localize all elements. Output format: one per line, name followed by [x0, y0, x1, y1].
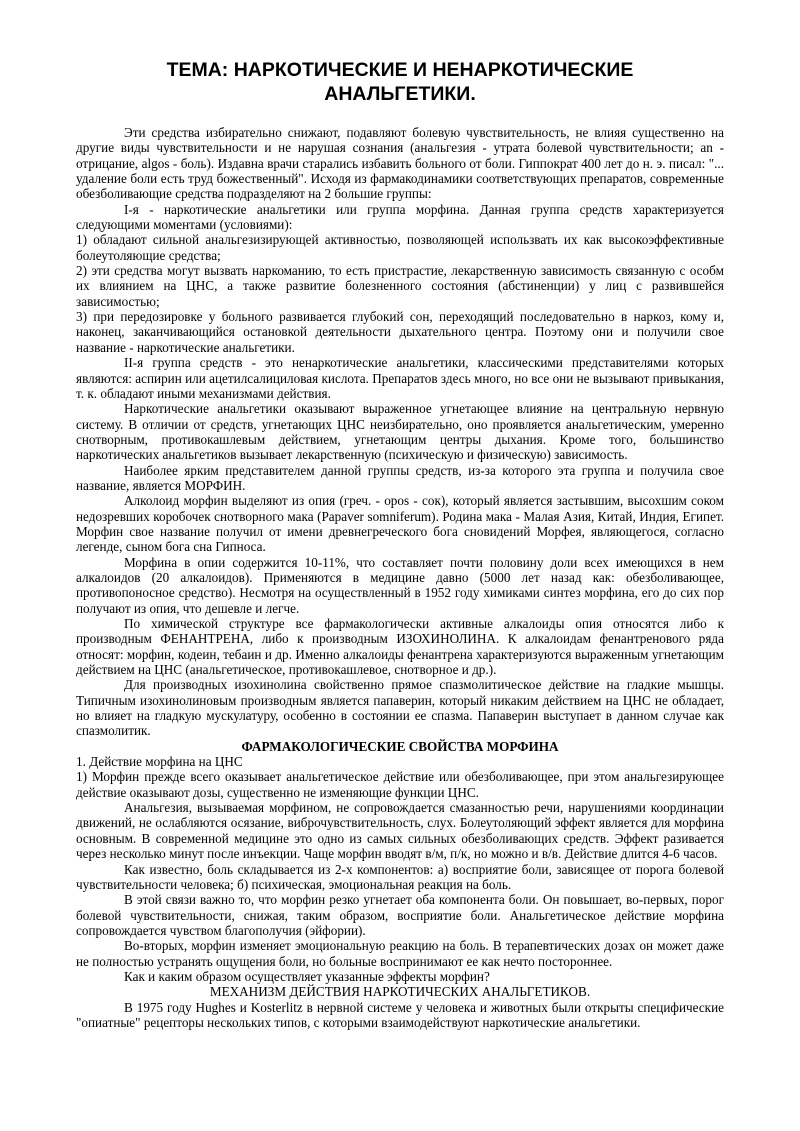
section-heading-pharmacology: ФАРМАКОЛОГИЧЕСКИЕ СВОЙСТВА МОРФИНА — [241, 738, 559, 754]
paragraph-isoquinoline: Для производных изохинолина свойственно прямое спазмолитическое действие на гладкие мышцы. Типичным изохинолиновым производным является папаверин, который никаким действием на ЦНС не обладает, но влияет на гладкую мускулатуру, особенно в состоянии ее спазма. Папаверин выступает в данном случае как спазмолитик. — [76, 677, 724, 739]
title-line-2: АНАЛЬГЕТИКИ. — [324, 83, 476, 105]
paragraph-pain-components: Как известно, боль складывается из 2-х компонентов: а) восприятие боли, зависящее от порога болевой чувствительности человека; б) психическая, эмоциональная реакция на боль. — [76, 861, 724, 892]
list-item-3: 3) при передозировке у больного развивается глубокий сон, переходящий последовательно в наркоз, кому и, наконец, заканчивающийся остановкой деятельности дыхательного центра. Поэтому они и получили свое название - наркотические анальгетики. — [76, 309, 724, 355]
document-body — [76, 125, 724, 1030]
paragraph-group-1: I-я - наркотические анальгетики или группа морфина. Данная группа средств характеризуется следующими моментами (условиями): — [76, 201, 724, 233]
title-line-1: ТЕМА: НАРКОТИЧЕСКИЕ И НЕНАРКОТИЧЕСКИЕ — [166, 59, 634, 81]
paragraph-analgesic-action: 1) Морфин прежде всего оказывает анальгетическое действие или обезболивающее, при этом анальгезирующее действие оказывают дозы, существенно не изменяющие функции ЦНС. — [76, 769, 724, 800]
list-item-1: 1) обладают сильной анальгезизирующей активностью, позволяющей использвать их как высокоэффективные болеутоляющие средства; — [76, 232, 724, 263]
paragraph-intro: Эти средства избирательно снижают, подавляют болевую чувствительность, не влияя существенно на другие виды чувствительности и не нарушая сознания (анальгезия - утрата болевой чувствительности; an - отрицание, algos - боль). Издавна врачи старались избавить больного от боли. Гиппократ 400 лет до н. э. писал: "... удаление боли есть труд божественный". Исходя из фармакодинамики соответствующих препаратов, современные обезболивающие средства подразделяют на 2 большие группы: — [76, 125, 724, 202]
paragraph-opiate-receptors: В 1975 году Hughes и Kosterlitz в нервной системе у человека и животных были открыты специфические "опиатные" рецепторы нескольких типов, с которыми взаимодействуют наркотические анальгетики. — [76, 999, 724, 1030]
paragraph-analgesia: Анальгезия, вызываемая морфином, не сопровождается смазанностью речи, нарушениями координации движений, не ослабляются осязание, виброчувствительность, слух. Болеутоляющий эффект является для морфина основным. В современной медицине это одно из самых сильных обезболивающих средств. Эффект разивается через несколько минут после инъекции. Чаще морфин вводят в/м, п/к, но можно и в/в. Действие длится 4-6 часов. — [76, 800, 724, 862]
paragraph-opium-source: Алколоид морфин выделяют из опия (греч. - opos - сок), который является застывшим, высохшим соком недозревших коробочек снотворного мака (Papaver somniferum). Родина мака - Малая Азия, Китай, Индия, Египет. Морфин свое название получил от имени древнегреческого бога сновидений Морфея, являющегося, согласно легенде, сыном бога сна Гипноса. — [76, 493, 724, 555]
subheading-cns-action: 1. Действие морфина на ЦНС — [76, 754, 243, 770]
document-page — [76, 58, 724, 1030]
document-title — [76, 58, 724, 106]
paragraph-chemical-structure: По химической структуре все фармакологически активные алкалоиды опия относятся либо к производным ФЕНАНТРЕНА, либо к производным ИЗОХИНОЛИНА. К алкалоидам фенантренового ряда относят: морфин, кодеин, тебаин и др. Именно алкалоиды фенантрена характеризуются выраженным угнетающим действием на ЦНС (анальгетическое, противокашлевое, снотворное и др.). — [76, 616, 724, 678]
paragraph-cns-effects: Наркотические анальгетики оказывают выраженное угнетающее влияние на центральную нервную систему. В отличии от средств, угнетающих ЦНС неизбирательно, оно проявляется анальгетическим, умеренно снотворным, противокашлевым действием, угнетающим центры дыхания. Кроме того, большинство наркотических анальгетиков вызывает лекарственную (психическую и физическую) зависимость. — [76, 401, 724, 463]
paragraph-morphine-content: Морфина в опии содержится 10-11%, что составляет почти половину доли всех имеющихся в нем алкалоидов (20 алкалоидов). Применяются в медицине давно (5000 лет назад как: обезболивающее, противопоносное средство). Несмотря на осуществленный в 1952 году химиками синтез морфина, его до сих пор получают из опия, что дешевле и легче. — [76, 554, 724, 616]
paragraph-emotional-reaction: Во-вторых, морфин изменяет эмоциональную реакцию на боль. В терапевтических дозах он может даже не полностью устранять ощущения боли, но больные воспринимают ее как нечто постороннее. — [76, 938, 724, 969]
paragraph-morphine-representative: Наиболее ярким представителем данной группы средств, из-за которого эта группа и получила свое название, является МОРФИН. — [76, 462, 724, 493]
list-item-2: 2) эти средства могут вызвать наркоманию, то есть пристрастие, лекарственную зависимость связанную с особм их влиянием на ЦНС, а также развитие болезненного состояния (абстиненции) у лиц с развившейся зависимостью; — [76, 263, 724, 309]
paragraph-pain-threshold: В этой связи важно то, что морфин резко угнетает оба компонента боли. Он повышает, во-первых, порог болевой чувствительности, снижая, таким образом, восприятие боли. Анальгетическое действие морфина сопровождается чувством благополучия (эйфории). — [76, 892, 724, 938]
paragraph-group-2: II-я группа средств - это ненаркотические анальгетики, классическими представителями которых являются: аспирин или ацетилсалициловая кислота. Препаратов здесь много, но все они не вызывают привыкания, т. к. обладают иными механизмами действия. — [76, 355, 724, 401]
section-heading-mechanism: МЕХАНИЗМ ДЕЙСТВИЯ НАРКОТИЧЕСКИХ АНАЛЬГЕТИКОВ. — [209, 984, 591, 1000]
paragraph-question: Как и каким образом осуществляет указанные эффекты морфин? — [124, 968, 490, 984]
